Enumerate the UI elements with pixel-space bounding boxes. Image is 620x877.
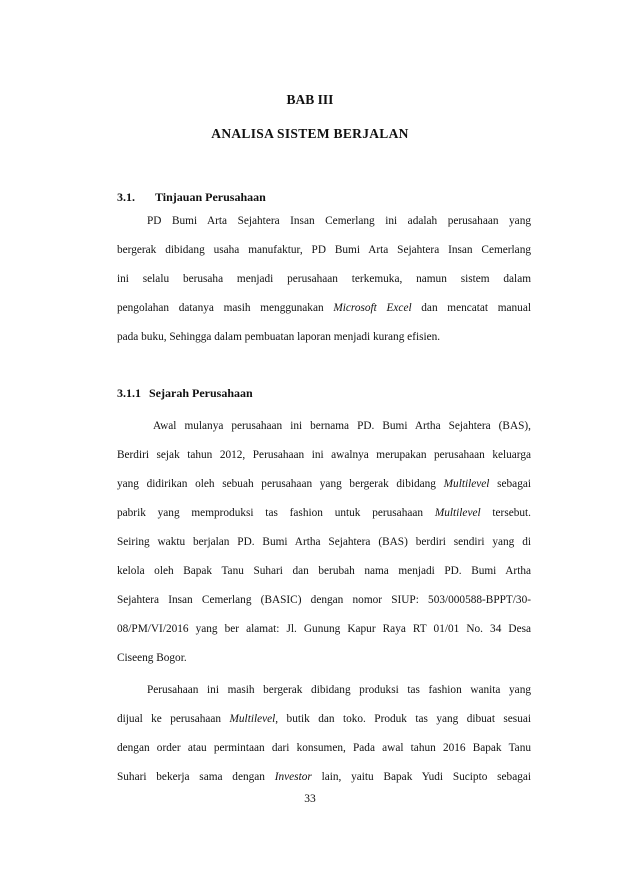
text-line: Suhari bekerja sama dengan Investor lain, yaitu Bapak Yudi Sucipto sebagai bbox=[117, 771, 532, 783]
text-line: kelola oleh Bapak Tanu Suhari dan berubah nama menjadi PD. Bumi Artha bbox=[117, 565, 531, 577]
chapter-number: BAB III bbox=[286, 92, 334, 107]
paragraph-produksi bbox=[117, 676, 531, 792]
text-line: 08/PM/VI/2016 yang ber alamat: Jl. Gunung Kapur Raya RT 01/01 No. 34 Desa bbox=[117, 623, 531, 635]
section-heading-3-1 bbox=[117, 190, 266, 205]
section-heading-3-1-1 bbox=[117, 386, 253, 401]
italic-term: Multilevel bbox=[229, 713, 276, 725]
text-line: pabrik yang memproduksi tas fashion untuk perusahaan Multilevel tersebut. bbox=[117, 507, 531, 519]
text-line: pengolahan datanya masih menggunakan Microsoft Excel dan mencatat manual bbox=[117, 302, 531, 314]
text-line: Ciseeng Bogor. bbox=[117, 652, 187, 664]
section-title: Sejarah Perusahaan bbox=[149, 386, 253, 400]
text-line: Awal mulanya perusahaan ini bernama PD. Bumi Artha Sejahtera (BAS), bbox=[153, 420, 531, 432]
section-title: Tinjauan Perusahaan bbox=[155, 190, 266, 204]
page-number: 33 bbox=[304, 793, 316, 805]
text-line: Perusahaan ini masih bergerak dibidang produksi tas fashion wanita yang bbox=[147, 684, 531, 696]
text-line: PD Bumi Arta Sejahtera Insan Cemerlang ini adalah perusahaan yang bbox=[147, 215, 531, 227]
text-line: Sejahtera Insan Cemerlang (BASIC) dengan nomor SIUP: 503/000588-BPPT/30- bbox=[117, 594, 531, 606]
italic-term: Investor bbox=[274, 771, 312, 783]
text-line: dengan order atau permintaan dari konsumen, Pada awal tahun 2016 Bapak Tanu bbox=[117, 742, 531, 754]
text-line: ini selalu berusaha menjadi perusahaan terkemuka, namun sistem dalam bbox=[117, 273, 531, 285]
chapter-title: ANALISA SISTEM BERJALAN bbox=[211, 126, 409, 141]
paragraph-tinjauan bbox=[117, 207, 531, 352]
italic-term: Microsoft Excel bbox=[333, 302, 412, 314]
section-number: 3.1.1 bbox=[117, 386, 141, 400]
paragraph-sejarah bbox=[117, 412, 531, 673]
text-line: Seiring waktu berjalan PD. Bumi Artha Sejahtera (BAS) berdiri sendiri yang di bbox=[117, 536, 531, 548]
text-line: bergerak dibidang usaha manufaktur, PD Bumi Arta Sejahtera Insan Cemerlang bbox=[117, 244, 531, 256]
italic-term: Multilevel bbox=[443, 478, 490, 490]
section-number: 3.1. bbox=[117, 190, 135, 204]
text-line: yang didirikan oleh sebuah perusahaan yang bergerak dibidang Multilevel sebagai bbox=[117, 478, 531, 490]
text-line: Berdiri sejak tahun 2012, Perusahaan ini awalnya merupakan perusahaan keluarga bbox=[117, 449, 531, 461]
text-line: pada buku, Sehingga dalam pembuatan laporan menjadi kurang efisien. bbox=[117, 331, 441, 343]
text-line: dijual ke perusahaan Multilevel, butik dan toko. Produk tas yang dibuat sesuai bbox=[117, 713, 531, 725]
italic-term: Multilevel bbox=[434, 507, 481, 519]
